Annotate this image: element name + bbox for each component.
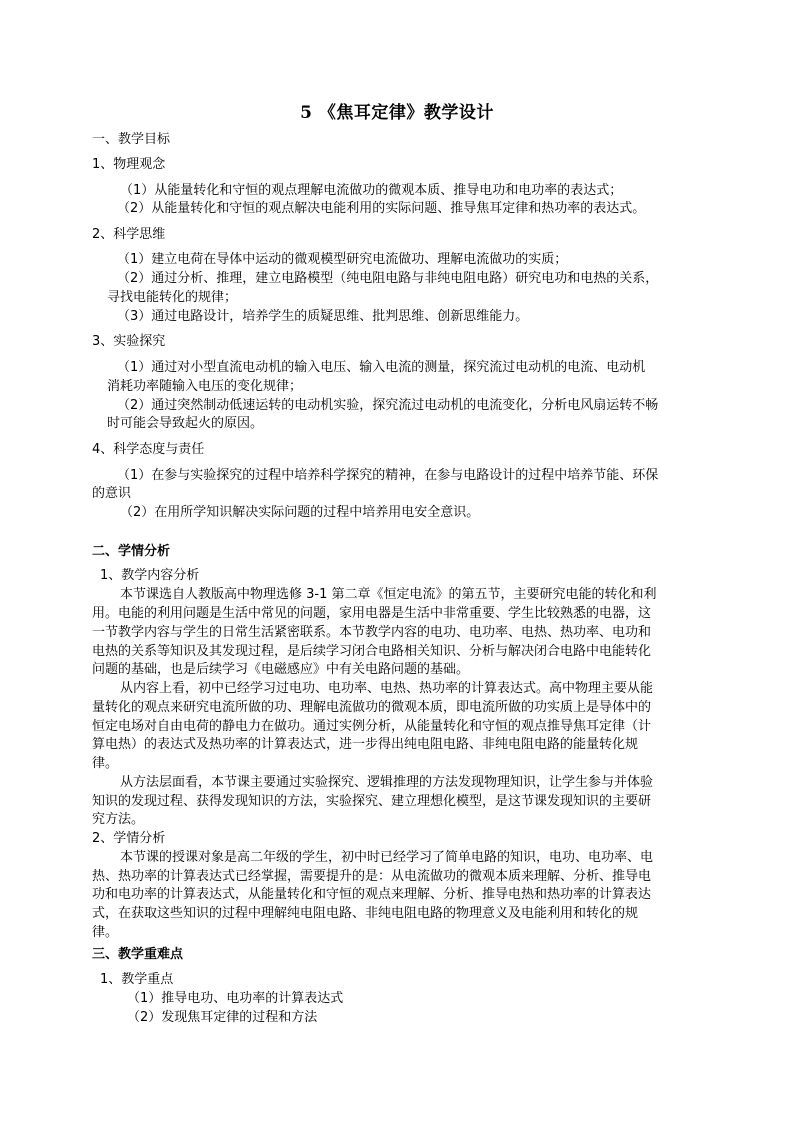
- paragraph-line: 从内容上看，初中已经学习过电功、电功率、电热、热功率的计算表达式。高中物理主要从能: [120, 681, 654, 696]
- paragraph-line: （2）在用所学知识解决实际问题的过程中培养用电安全意识。: [120, 505, 480, 520]
- paragraph-line: 量转化的观点来研究电流所做的功、理解电流做功的微观本质，即电流所做的功实质上是导体中的: [92, 700, 652, 715]
- subheading-student-analysis: 2、学情分析: [92, 831, 166, 846]
- paragraph-line: 消耗功率随输入电压的变化规律；: [107, 379, 303, 394]
- paragraph-line: （2）通过分析、推理，建立电路模型（纯电阻电路与非纯电阻电路）研究电功和电热的关系，: [117, 271, 659, 286]
- paragraph-line: 算电热）的表达式及热功率的计算表达式，进一步得出纯电阻电路、非纯电阻电路的能量转化规: [92, 737, 639, 752]
- paragraph-line: 问题的基础，也是后续学习《电磁感应》中有关电路问题的基础。: [92, 662, 470, 677]
- paragraph-line: 知识的发现过程、获得发现知识的方法，实验探究、建立理想化模型，是这节课发现知识的主要研: [92, 794, 652, 809]
- paragraph-line: （1）建立电荷在导体中运动的微观模型研究电流做功、理解电流做功的实质；: [117, 252, 568, 267]
- paragraph-line: 本节课选自人教版高中物理选修 3-1 第二章《恒定电流》的第五节，主要研究电能的转化和利: [120, 587, 657, 602]
- paragraph-line: 用。电能的利用问题是生活中常见的问题，家用电器是生活中非常重要、学生比较熟悉的电器，这: [92, 606, 652, 621]
- subheading-scientific-thinking: 2、科学思维: [92, 227, 166, 242]
- paragraph-line: 律。: [92, 925, 119, 940]
- paragraph-line: （1）推导电功、电功率的计算表达式: [127, 991, 344, 1006]
- section-heading-key-points: 三、教学重难点: [92, 947, 184, 962]
- paragraph-line: 恒定电场对自由电荷的静电力在做功。通过实例分析，从能量转化和守恒的观点推导焦耳定律（计: [92, 719, 652, 734]
- paragraph-line: （1）从能量转化和守恒的观点理解电流做功的微观本质、推导电功和电功率的表达式；: [120, 183, 623, 198]
- paragraph-line: 寻找电能转化的规律；: [107, 290, 238, 305]
- paragraph-line: （1）在参与实验探究的过程中培养科学探究的精神，在参与电路设计的过程中培养节能、环保: [117, 468, 659, 483]
- paragraph-line: 本节课的授课对象是高二年级的学生，初中时已经学习了简单电路的知识，电功、电功率、电: [120, 850, 654, 865]
- paragraph-line: 功和电功率的计算表达式，从能量转化和守恒的观点来理解、分析、推导电热和热功率的计算表达: [92, 887, 652, 902]
- paragraph-line: （1）通过对小型直流电动机的输入电压、输入电流的测量，探究流过电动机的电流、电动机: [117, 360, 646, 375]
- paragraph-line: 电热的关系等知识及其发现过程，是后续学习闭合电路相关知识、分析与解决闭合电路中电能转化: [92, 644, 652, 659]
- paragraph-line: （2）通过突然制动低速运转的电动机实验，探究流过电动机的电流变化，分析电风扇运转不畅: [117, 398, 659, 413]
- paragraph-line: （2）发现焦耳定律的过程和方法: [127, 1010, 318, 1025]
- subheading-physics-concept: 1、物理观念: [92, 157, 166, 172]
- paragraph-line: （3）通过电路设计，培养学生的质疑思维、批判思维、创新思维能力。: [117, 309, 529, 324]
- subheading-experimental-inquiry: 3、实验探究: [92, 334, 166, 349]
- subheading-teaching-focus: 1、教学重点: [100, 972, 174, 987]
- paragraph-line: 从方法层面看，本节课主要通过实验探究、逻辑推理的方法发现物理知识，让学生参与并体验: [120, 775, 654, 790]
- paragraph-line: 律。: [92, 756, 119, 771]
- document-title: 5 《焦耳定律》教学设计: [300, 103, 494, 123]
- paragraph-line: 一节教学内容与学生的日常生活紧密联系。本节教学内容的电功、电功率、电热、热功率、电功和: [92, 625, 652, 640]
- section-heading-objectives: 一、教学目标: [92, 132, 171, 147]
- paragraph-line: 究方法。: [92, 812, 145, 827]
- paragraph-line: 热、热功率的计算表达式已经掌握，需要提升的是：从电流做功的微观本质来理解、分析、推导电: [92, 869, 652, 884]
- section-heading-learning-analysis: 二、学情分析: [92, 544, 171, 559]
- subheading-scientific-attitude: 4、科学态度与责任: [92, 442, 205, 457]
- paragraph-line: 式，在获取这些知识的过程中理解纯电阻电路、非纯电阻电路的物理意义及电能利用和转化的规: [92, 906, 639, 921]
- paragraph-line: （2）从能量转化和守恒的观点解决电能利用的实际问题、推导焦耳定律和热功率的表达式。: [117, 201, 646, 216]
- paragraph-line: 的意识: [92, 486, 132, 501]
- paragraph-line: 时可能会导致起火的原因。: [107, 416, 264, 431]
- subheading-content-analysis: 1、教学内容分析: [100, 568, 200, 583]
